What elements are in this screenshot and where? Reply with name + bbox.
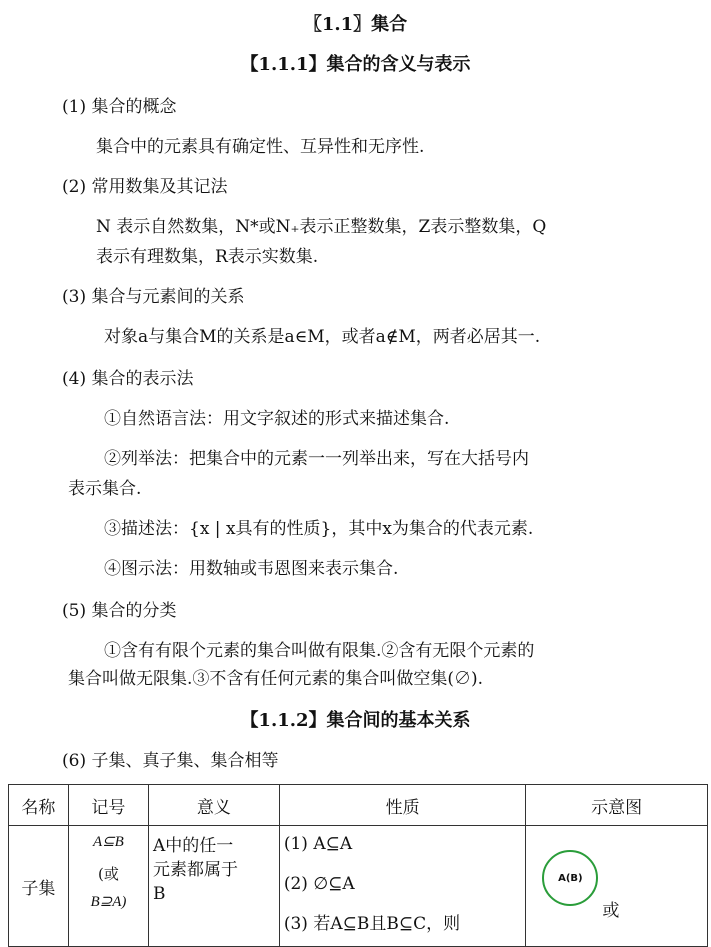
item-5-line-2: 集合叫做无限集.③不含有任何元素的集合叫做空集(∅). xyxy=(68,669,484,689)
item-5-heading: (5) 集合的分类 xyxy=(62,601,177,621)
meaning-line-1: A中的任一 xyxy=(152,836,234,856)
venn-circle-icon xyxy=(542,850,598,906)
item-4-enumeration-line-1: ②列举法：把集合中的元素一一列举出来，写在大括号内 xyxy=(104,449,529,469)
venn-circle-label: A(B) xyxy=(558,872,583,884)
item-4-natural-language: ①自然语言法：用文字叙述的形式来描述集合. xyxy=(104,409,450,429)
row-meaning xyxy=(148,826,279,947)
property-line-3: (3) 若A⊆B且B⊆C，则 xyxy=(283,914,461,934)
meaning-line-2: 元素都属于 xyxy=(152,860,238,880)
item-1-text: 集合中的元素具有确定性、互异性和无序性. xyxy=(96,137,425,157)
property-line-1: (1) A⊆A xyxy=(283,834,353,854)
table-row xyxy=(9,826,708,947)
row-property xyxy=(279,826,526,947)
property-line-2: (2) ∅⊆A xyxy=(283,874,355,894)
symbol-line-2: (或 xyxy=(97,865,119,883)
item-2-line-1: N 表示自然数集，N*或N₊表示正整数集，Z表示整数集，Q xyxy=(96,217,547,237)
subset-table xyxy=(8,784,708,947)
item-2-heading: (2) 常用数集及其记法 xyxy=(62,177,228,197)
symbol-line-3: B⊇A) xyxy=(90,894,127,910)
item-2-line-2: 表示有理数集，R表示实数集. xyxy=(96,247,319,267)
section-heading-1-1-2: 【1.1.2】集合间的基本关系 xyxy=(240,710,471,731)
item-5-line-1: ①含有有限个元素的集合叫做有限集.②含有无限个元素的 xyxy=(104,641,535,661)
table-header-row xyxy=(9,785,708,826)
row-diagram xyxy=(526,826,708,947)
row-symbol xyxy=(68,826,148,947)
item-4-enumeration-line-2: 表示集合. xyxy=(68,479,142,499)
item-1-heading: (1) 集合的概念 xyxy=(62,97,177,117)
header-meaning: 意义 xyxy=(148,785,279,826)
section-heading-1-1-1: 【1.1.1】集合的含义与表示 xyxy=(240,54,471,75)
header-name: 名称 xyxy=(9,785,69,826)
row-name: 子集 xyxy=(9,826,69,947)
item-4-heading: (4) 集合的表示法 xyxy=(62,369,194,389)
item-6-heading: (6) 子集、真子集、集合相等 xyxy=(62,751,279,771)
header-diagram: 示意图 xyxy=(526,785,708,826)
symbol-line-1: A⊆B xyxy=(92,834,124,850)
page-title: 〖1.1〗集合 xyxy=(303,14,408,35)
meaning-line-3: B xyxy=(152,884,166,904)
item-3-heading: (3) 集合与元素间的关系 xyxy=(62,287,245,307)
item-4-diagram: ④图示法：用数轴或韦恩图来表示集合. xyxy=(104,559,399,579)
header-property: 性质 xyxy=(279,785,526,826)
item-3-text: 对象a与集合M的关系是a∈M，或者a∉M，两者必居其一. xyxy=(104,327,541,347)
header-symbol: 记号 xyxy=(68,785,148,826)
item-4-description: ③描述法：{x | x具有的性质}，其中x为集合的代表元素. xyxy=(104,519,534,539)
diagram-or-text: 或 xyxy=(602,901,620,921)
